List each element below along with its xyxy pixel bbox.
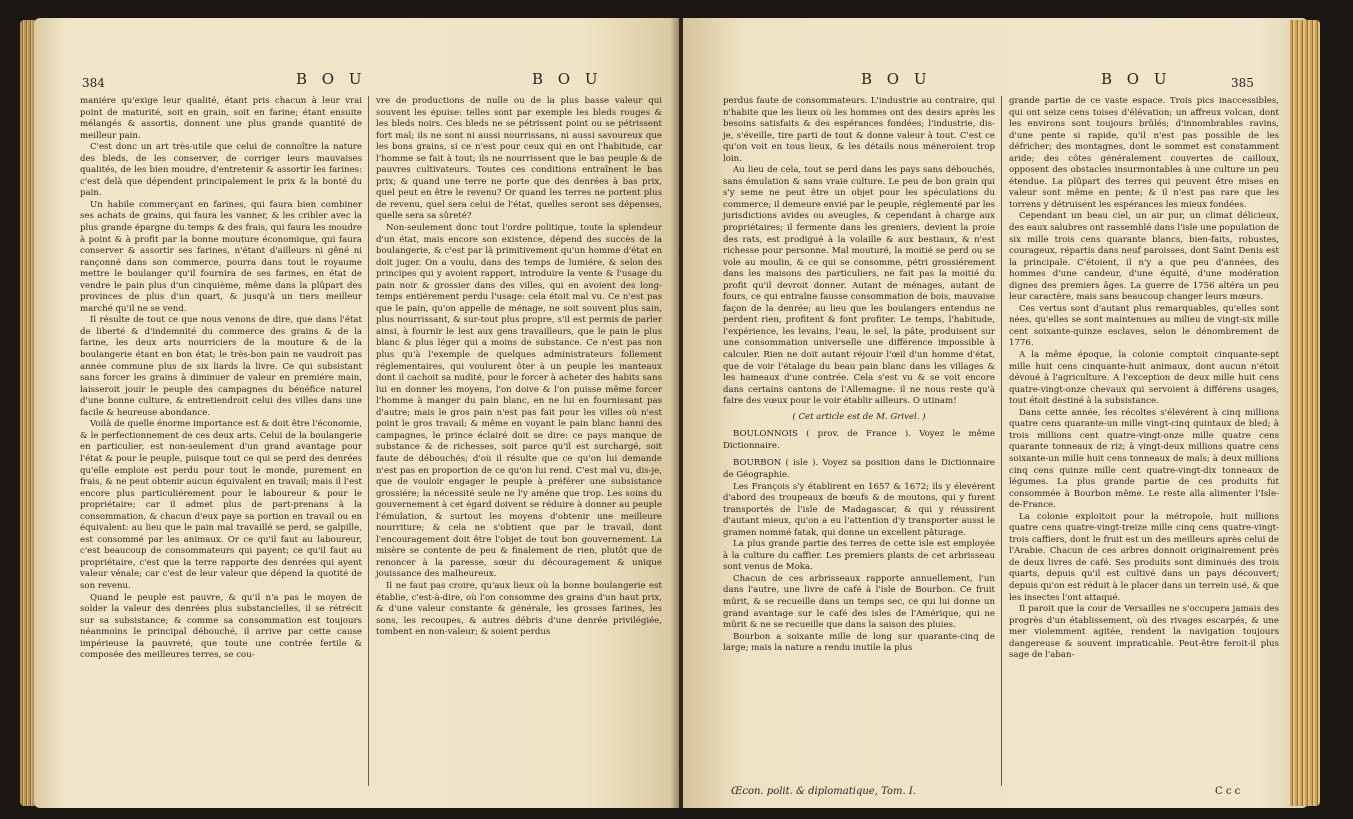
paragraph: Chacun de ces arbrisseaux rapporte annuellement, l'un dans l'autre, une livre de café à l'isle de Bourbon. Ce fruit mûrit, & se recueille dans un temps sec, ce qui lui donne un grand avantage sur le café des isles de l'Amérique, qui ne mûrit & ne se recueille que dans la saison des pluies. <box>723 573 995 631</box>
right-header-col1: B O U <box>861 70 932 88</box>
paragraph: Voilà de quelle énorme importance est & doit être l'économie, & le perfectionnement de ces deux arts. Celui de la boulangerie en particulier, est non-seulement d'un grand avantage pour l'état & pour le peuple, puisque tout ce qui se perd des denrées qu'elle emploie est perdu pour tout le monde, purement en frais, & ne peut obtenir aucun équivalent en travail; mais il l'est encore plus particuliérement pour le laboureur & pour le propriétaire; car il admet plus de part-prenans à la consommation, & chacun d'eux paye sa portion en travail ou en équivalent: au lieu que le pain mal travaillé se perd, se galpille, est consommé par les animaux. Or ce qu'il faut au laboureur, c'est beaucoup de consommateurs qui payent; ce qu'il faut au propriétaire, c'est que la terre rapporte des denrées qui ayent valeur vénale; car c'est de leur valeur que dépend la quotité de son revenu. <box>80 419 362 591</box>
paragraph: Ces vertus sont d'autant plus remarquables, qu'elles sont nées, qu'elles se sont maintenues au milieu de vingt-six mille cent soixante-quinze esclaves, selon le dénombrement de 1776. <box>1009 303 1279 349</box>
paragraph: C'est donc un art très-utile que celui de connoître la nature des bleds, de les conserver, de corriger leurs mauvaises qualités, de les bien moudre, d'entretenir & assortir les farines: c'est delà que dépendent principalement le prix & la bonté du pain. <box>80 142 362 199</box>
right-page-edges <box>1290 20 1320 806</box>
left-page <box>34 18 679 808</box>
paragraph: Au lieu de cela, tout se perd dans les pays sans débouchés, sans émulation & sans vraie culture. Le peu de bon grain qui s'y seme ne peut être un objet pour les spéculations du commerce; il demeure envié par le peuple, réglementé par les jurisdictions avides ou aveugles, & cependant à charge aux propriétaires; il fermente dans les greniers, devient la proie des rats, est prodigué à la volaille & aux bestiaux, & n'est richesse pour personne. Mal mouturé, la moitié se perd ou se vole au moulin, & ce qui se consomme, pétri grossiérement dans les maisons des particuliers, ne fait pas la moitié du profit qu'il devroit donner. Autant de ménages, autant de fours, ce qui entraîne fausse consommation de bois, mauvaise façon de la denrée; au lieu que les boulangers entendus ne perdent rien, profitent & font profiter. Le temps, l'habitude, l'expérience, les levains, l'eau, le sel, la pâte, produisent sur une consommation universelle une différence impossible à calculer. Rien ne doit autant réjouir l'œil d'un homme d'état, que de voir l'étalage du beau pain blanc dans les villages & les hameaux d'une contrée. Cela s'est vu & se voit encore dans certains cantons de l'Allemagne: il ne nous reste qu'à faire des vœux pour le voir établir ailleurs. O utinam! <box>723 165 995 407</box>
left-column-divider <box>368 96 369 786</box>
paragraph: maniére qu'exige leur qualité, étant pris chacun à leur vrai point de maturité, soit en grain, soit en farine; étant ensuite mélangés & assortis, donnent une plus grande quantité de meilleur pain. <box>80 96 362 141</box>
paragraph: Il paroit que la cour de Versailles ne s'occupera jamais des progrès d'un établissement, où des rivages escarpés, & une mer violemment agitée, rendent la navigation toujours dangereuse & souvent impraticable. Peut-être feroit-il plus sage de l'aban- <box>1009 604 1279 661</box>
right-column-divider <box>1001 96 1002 786</box>
left-column-2 <box>376 96 662 639</box>
paragraph: Quand le peuple est pauvre, & qu'il n'a pas le moyen de solder la valeur des denrées plus substancielles, il se rétrécit sur sa subsistance; & comme sa consommation est toujours néanmoins le principal débouché, il arrive par cette cause impérieuse la pauvreté, que toute une contrée fertile & composée des meilleures terres, se cou- <box>80 592 362 661</box>
right-column-1 <box>723 96 995 655</box>
signature-mark: C c c <box>1215 786 1241 797</box>
paragraph: BOURBON ( isle ). Voyez sa position dans le Dictionnaire de Géographie. <box>723 458 995 480</box>
paragraph: BOULONNOIS ( prov. de France ). Voyez le même Dictionnaire. <box>723 429 995 451</box>
paragraph: Les François s'y établirent en 1657 & 1672; ils y élevérent d'abord des troupeaux de bœufs & de moutons, qui y furent transportés de l'isle de Madagascar, & qui y réussirent d'autant mieux, qu'on a eu l'attention d'y transporter aussi le gramen nommé fatak, qui donne un excellent pâturage. <box>723 481 995 538</box>
right-page <box>683 18 1308 808</box>
right-page-number: 385 <box>1231 76 1254 90</box>
open-book <box>20 8 1320 814</box>
left-page-number: 384 <box>82 76 105 90</box>
right-header-col2: B O U <box>1101 70 1172 88</box>
left-column-1 <box>80 96 362 662</box>
paragraph: ( Cet article est de M. Grivel. ) <box>792 411 926 422</box>
paragraph: Il résulte de tout ce que nous venons de dire, que dans l'état de liberté & d'indemnité du commerce des grains & de la farine, les deux arts nourriciers de la mouture & de la boulangerie étant en bon état; le très-bon pain ne vaudroit pas année commune plus de six liards la livre. Ce qui subsistant sans forcer les grains à diminuer de valeur en premiére main, laisseroit jouir le peuple des campagnes du bénéfice naturel d'une bonne culture, & entretiendroit celui des villes dans une facile & heureuse abondance. <box>80 315 362 418</box>
paragraph: Non-seulement donc tout l'ordre politique, toute la splendeur d'un état, mais encore son existence, dépend des succès de la boulangerie, & c'est par là primitivement qu'un homme d'état en doit juger. On a voulu, dans des temps de lumiére, & selon des principes qui y avoient rapport, introduire la vente & l'usage du pain noir & grossier dans des villes, qui en avoient des long-temps entiérement perdu l'usage: cela étoit mal vu. Ce n'est pas que le pain, qu'on appelle de ménage, ne soit souvent plus sain, plus nourrissant, & sur-tout plus propre, s'il est permis de parler ainsi, à fournir le lest aux gens travailleurs, que le pain le plus blanc & plus léger qui a moins de substance. Ce n'est pas non plus qu'à l'exemple de quelques administrateurs follement réglementaires, qui voulurent ôter à un peuple les manteaux dont il cachoit sa nudité, pour le forcer à acheter des habits sans lui en donner les moyens, l'on doive & l'on puisse même forcer l'homme à manger du pain blanc, en ne lui en fournissant pas d'autre; mais le gros pain n'est pas fait pour les villes où n'est point le gros travail; & même en voyant le pain blanc banni des campagnes, le prince éclairé doit se dire: ce pays manque de substance & de richesses, soit parce qu'il est surchargé, soit faute de débouchés; d'où il résulte que ce qu'on lui demande n'est pas en proportion de ce qu'on lui rend. C'est mal vu, dis-je, que de vouloir engager le peuple à préférer une subsistance grossiére; la nécessité seule ne l'y améne que trop. Les soins du gouvernement à cet égard doivent se réduire à donner au peuple l'émulation, & surtout les moyens d'obtenir une meilleure nourriture; & cela ne s'obtient que par le travail, dont l'encouragement doit être l'objet de tout bon gouvernement. La misère se contente de peu & finalement de rien, plutôt que de renoncer à la paresse, sœur du découragement & unique jouissance des malheureux. <box>376 223 662 580</box>
paragraph: A la même époque, la colonie comptoit cinquante-sept mille huit cens cinquante-huit animaux, dont aucun n'étoit dévoué à l'agriculture. A l'exception de deux mille huit cens quatre-vingt-onze chevaux qui servoient à différens usages, tout étoit destiné à la subsistance. <box>1009 350 1279 407</box>
paragraph: La plus grande partie des terres de cette isle est employée à la culture du caffier. Les premiers plants de cet arbrisseau sont venus de Moka. <box>723 539 995 573</box>
paragraph: perdus faute de consommateurs. L'industrie au contraire, qui n'habite que les lieux où les hommes ont des desirs après les besoins satisfaits & des espérances fondées; l'industrie, dis-je, s'éveille, tire parti de tout & donne valeur à tout. C'est ce qu'on voit en tous lieux, & les détails nous méneroient trop loin. <box>723 96 995 164</box>
paragraph: grande partie de ce vaste espace. Trois pics inaccessibles, qui ont seize cens toises d'élévation; un affreux volcan, dont les environs sont toujours brûlés; d'innombrables ravins, d'une pente si rapide, qu'il n'est pas possible de les défricher; des montagnes, dont le sommet est constamment aride; des côtes généralement couvertes de cailloux, opposent des obstacles insurmontables à une culture un peu étendue. La plûpart des terres qui peuvent être mises en valeur sont même en pente; & il n'est pas rare que les torrens y détruisent les espérances les mieux fondées. <box>1009 96 1279 210</box>
paragraph: Il ne faut pas croire, qu'aux lieux où la bonne boulangerie est établie, c'est-à-dire, où l'on consomme des grains d'un haut prix, & d'une valeur constante & générale, les grosses farines, les sons, les recoupes, & autres débris d'une denrée privilégiée, tombent en non-valeur; & soient perdus <box>376 580 662 638</box>
signature-line: Œcon. polit. & diplomatique, Tom. I. <box>731 786 916 797</box>
right-column-2 <box>1009 96 1279 662</box>
paragraph: Un habile commerçant en farines, qui faura bien combiner ses achats de grains, qui faura les vanner, & les cribler avec la plus grande épargne du temps & des frais, qui faura les moudre à point & à profit par la bonne mouture économique, qui faura conserver & assortir ses farines, n'étant d'ailleurs ni gêné ni rançonné dans son commerce, pourra dans tout le royaume mettre le boulanger qu'il fournira de ses farines, en état de vendre le pain plus d'un cinquième, même dans la plûpart des provinces de plus d'un quart, & jusqu'à un tiers meilleur marché qu'il ne se vend. <box>80 199 362 314</box>
paragraph: Cependant un beau ciel, un air pur, un climat délicieux, des eaux salubres ont rassemblé dans l'isle une population de six mille trois cens quarante blancs, bien-faits, robustes, courageux, répartis dans neuf paroisses, dont Saint Denis est la principale. C'étoient, il n'y a que peu d'années, des hommes d'une candeur, d'une équité, d'une modération dignes des premiers âges. La guerre de 1756 altéra un peu leur caractère, mais sans beaucoup changer leurs mœurs. <box>1009 211 1279 303</box>
left-header-col1: B O U <box>296 70 367 88</box>
paragraph: La colonie exploitoit pour la métropole, huit millions quatre cens quatre-vingt-treize mille cinq cens quatre-vingt-trois caffiers, dont le fruit est un des meilleurs après celui de l'Arabie. Chacun de ces arbres donnoit originairement près de deux livres de café. Ses produits sont diminués des trois quarts, depuis qu'il est cultivé dans un pays découvert; depuis qu'on est réduit à le placer dans un terrein usé, & que les insectes l'ont attaqué. <box>1009 511 1279 603</box>
paragraph: Bourbon a soixante mille de long sur quarante-cinq de large; mais la nature a rendu inutile la plus <box>723 631 995 654</box>
paragraph: vre de productions de nulle ou de la plus basse valeur qui souvent les épuise: telles sont par exemple les bleds rouges & les bleds noirs. Ces bleds ne se pétrissent point ou se pétrissent fort mal; ils ne sont ni aussi nourrissans, ni aussi savoureux que les bons grains, si ce n'est pour ceux qui en ont l'habitude, car l'homme se fait à tout; ils ne nourrissent que le bas peuple & de pauvres cultivateurs. Toutes ces conditions entraînent le bas prix; & quand une terre ne porte que des denrées à bas prix, quel peut en être le revenu? Or quand les terres ne portent plus de revenu, quel sera celui de l'état, quelles seront ses dépenses, quelle sera sa sûreté? <box>376 96 662 222</box>
paragraph: Dans cette année, les récoltes s'élevérent à cinq millions quatre cens quarante-un mille vingt-cinq quintaux de bled; à trois millions cent quatre-vingt-onze mille quatre cens quarante tonneaux de riz; à vingt-deux millions quatre cens soixante-un mille huit cens tonneaux de maïs; à deux millions cinq cens quinze mille cent quatre-vingt-dix tonneaux de légumes. La plus grande partie de ces produits fut consommée à Bourbon même. Le reste alla alimenter l'Isle-de-France. <box>1009 407 1279 511</box>
left-header-col2: B O U <box>532 70 603 88</box>
